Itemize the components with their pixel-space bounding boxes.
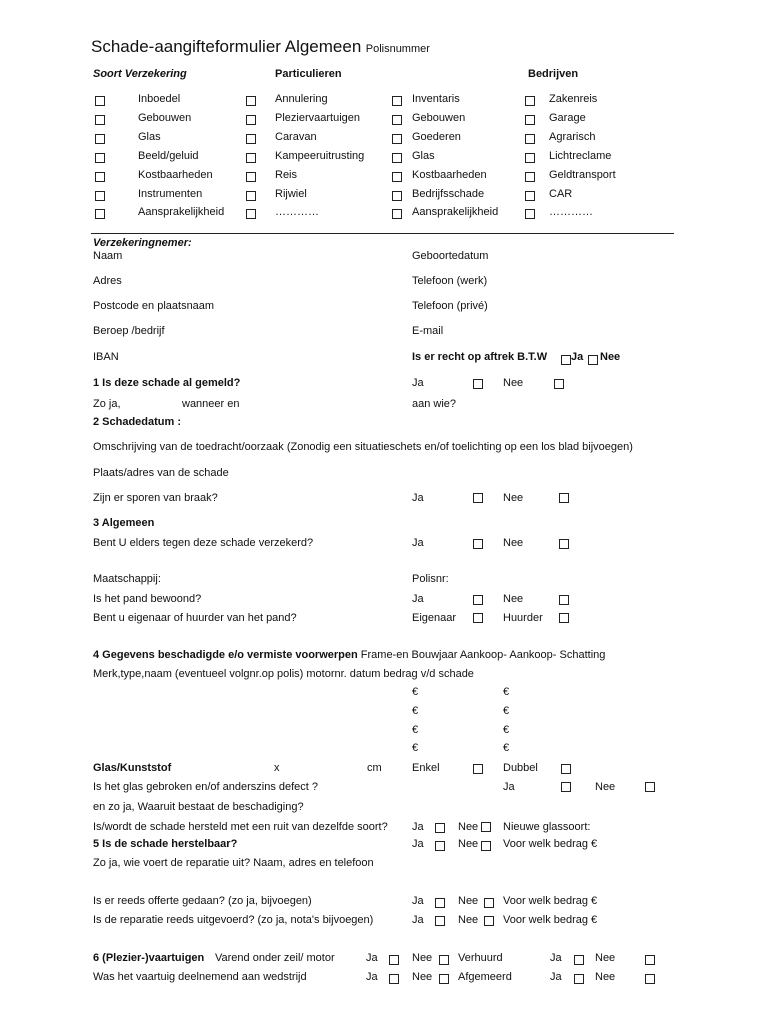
s6-afgemeerd-nee-label: Nee — [595, 971, 616, 983]
s5-uitgevoerd: Is de reparatie reeds uitgevoerd? (zo ja, nota's bijvoegen) — [93, 914, 374, 926]
checkbox-braak-nee[interactable] — [559, 493, 569, 503]
checkbox-afgemeerd-nee[interactable] — [645, 974, 655, 984]
checkbox-bewoond-nee[interactable] — [559, 595, 569, 605]
glas-hersteld: Is/wordt de schade hersteld met een ruit van dezelfde soort? — [93, 821, 388, 833]
s5-offerte-ja-label: Ja — [412, 895, 424, 907]
s6-verhuurd-ja-label: Ja — [550, 952, 562, 964]
column-header-soort: Soort Verzekering — [93, 68, 187, 80]
checkbox-uitgevoerd-ja[interactable] — [435, 916, 445, 926]
euro-sign: € — [503, 724, 510, 736]
s1-nee-label: Nee — [503, 377, 524, 389]
euro-sign: € — [412, 742, 419, 754]
field-geboortedatum[interactable]: Geboortedatum — [412, 250, 489, 262]
s3-elders: Bent U elders tegen deze schade verzekerd? — [93, 537, 314, 549]
checkbox-zakenreis[interactable] — [525, 96, 535, 106]
checkbox-agrarisch[interactable] — [525, 134, 535, 144]
checkbox-overig-bedrijf[interactable] — [525, 209, 535, 219]
s5-bedrag[interactable]: Voor welk bedrag € — [503, 838, 598, 850]
label-garage: Garage — [549, 112, 586, 124]
label-glas-bedrijf: Glas — [412, 150, 435, 162]
s3-bewoond-ja-label: Ja — [412, 593, 424, 605]
checkbox-inboedel[interactable] — [95, 96, 105, 106]
glas-nieuwe[interactable]: Nieuwe glassoort: — [503, 821, 591, 833]
label-goederen: Goederen — [412, 131, 461, 143]
label-annulering: Annulering — [275, 93, 328, 105]
checkbox-aansprakelijkheid[interactable] — [95, 209, 105, 219]
label-caravan: Caravan — [275, 131, 317, 143]
s1-wanneer[interactable]: wanneer en — [182, 398, 240, 410]
column-header-bedrijven: Bedrijven — [528, 68, 579, 80]
s6-verhuurd-nee-label: Nee — [595, 952, 616, 964]
checkbox-elders-nee[interactable] — [559, 539, 569, 549]
checkbox-eigenaar[interactable] — [473, 613, 483, 623]
form-title: Schade-aangifteformulier Algemeen — [91, 37, 362, 56]
s4-heading-columns: Frame-en Bouwjaar Aankoop- Aankoop- Schatting — [360, 649, 606, 661]
checkbox-caravan[interactable] — [246, 134, 256, 144]
btw-question: Is er recht op aftrek B.T.W — [412, 351, 548, 363]
checkbox-kostbaarheden[interactable] — [95, 172, 105, 182]
field-beroep[interactable]: Beroep /bedrijf — [93, 325, 165, 337]
checkbox-overig-particulier[interactable] — [246, 209, 256, 219]
label-kostbaarheden-bedrijf: Kostbaarheden — [412, 169, 487, 181]
label-rijwiel: Rijwiel — [275, 188, 307, 200]
label-geldtransport: Geldtransport — [549, 169, 616, 181]
s6-wedstrijd-nee-label: Nee — [412, 971, 433, 983]
label-glas: Glas — [138, 131, 161, 143]
s5-wie[interactable]: Zo ja, wie voert de reparatie uit? Naam, adres en telefoon — [93, 857, 374, 869]
checkbox-goederen[interactable] — [392, 134, 402, 144]
field-postcode[interactable]: Postcode en plaatsnaam — [93, 300, 215, 312]
field-adres[interactable]: Adres — [93, 275, 122, 287]
label-beeld-geluid: Beeld/geluid — [138, 150, 199, 162]
label-overig-particulier: ………… — [275, 206, 319, 218]
s4-heading-line — [93, 649, 605, 662]
field-iban[interactable]: IBAN — [93, 351, 119, 363]
s3-maatschappij[interactable]: Maatschappij: — [93, 573, 161, 585]
label-gebouwen-bedrijf: Gebouwen — [412, 112, 466, 124]
checkbox-huurder[interactable] — [559, 613, 569, 623]
s6-verhuurd: Verhuurd — [458, 952, 503, 964]
euro-sign: € — [412, 686, 419, 698]
checkbox-reis[interactable] — [246, 172, 256, 182]
label-pleziervaartuigen: Pleziervaartuigen — [275, 112, 360, 124]
s5-uitgevoerd-ja-label: Ja — [412, 914, 424, 926]
checkbox-beeld-geluid[interactable] — [95, 153, 105, 163]
s3-nee-label: Nee — [503, 537, 524, 549]
s6-wedstrijd: Was het vaartuig deelnemend aan wedstrijd — [93, 971, 307, 983]
checkbox-inventaris[interactable] — [392, 96, 402, 106]
glas-nee-label: Nee — [595, 781, 616, 793]
euro-sign: € — [503, 705, 510, 717]
checkbox-instrumenten[interactable] — [95, 191, 105, 201]
s3-bewoond-nee-label: Nee — [503, 593, 524, 605]
checkbox-car[interactable] — [525, 191, 535, 201]
label-lichtreclame: Lichtreclame — [549, 150, 612, 162]
checkbox-offerte-nee[interactable] — [484, 898, 494, 908]
checkbox-hersteld-nee[interactable] — [481, 822, 491, 832]
s3-ja-label: Ja — [412, 537, 424, 549]
section-divider — [91, 233, 674, 234]
checkbox-braak-ja[interactable] — [473, 493, 483, 503]
checkbox-gebouwen-bedrijf[interactable] — [392, 115, 402, 125]
s3-heading: 3 Algemeen — [93, 517, 155, 529]
checkbox-geldtransport[interactable] — [525, 172, 535, 182]
s5-offerte: Is er reeds offerte gedaan? (zo ja, bijvoegen) — [93, 895, 312, 907]
checkbox-gebouwen[interactable] — [95, 115, 105, 125]
checkbox-varend-nee[interactable] — [439, 955, 449, 965]
policy-number-label: Polisnummer — [365, 43, 430, 55]
checkbox-glas-bedrijf[interactable] — [392, 153, 402, 163]
checkbox-uitgevoerd-nee[interactable] — [484, 916, 494, 926]
glas-gebroken: Is het glas gebroken en/of anderszins defect ? — [93, 781, 319, 793]
label-kostbaarheden: Kostbaarheden — [138, 169, 213, 181]
checkbox-wedstrijd-nee[interactable] — [439, 974, 449, 984]
s5-heading: 5 Is de schade herstelbaar? — [93, 838, 238, 850]
s5-nee-label: Nee — [458, 838, 479, 850]
checkbox-verhuurd-ja[interactable] — [574, 955, 584, 965]
s6-wedstrijd-ja-label: Ja — [366, 971, 378, 983]
s1-zoja: Zo ja, — [93, 398, 121, 410]
checkbox-glas[interactable] — [95, 134, 105, 144]
checkbox-herstelbaar-nee[interactable] — [481, 841, 491, 851]
s3-huurder-label: Huurder — [503, 612, 543, 624]
label-inventaris: Inventaris — [412, 93, 460, 105]
field-email[interactable]: E-mail — [412, 325, 444, 337]
glas-hersteld-ja-label: Ja — [412, 821, 424, 833]
checkbox-afgemeerd-ja[interactable] — [574, 974, 584, 984]
glas-x: x — [274, 762, 280, 774]
s3-polisnr[interactable]: Polisnr: — [412, 573, 449, 585]
label-gebouwen: Gebouwen — [138, 112, 192, 124]
glas-label: Glas/Kunststof — [93, 762, 172, 774]
s6-afgemeerd: Afgemeerd — [458, 971, 512, 983]
checkbox-hersteld-ja[interactable] — [435, 823, 445, 833]
s2-heading[interactable]: 2 Schadedatum : — [93, 416, 182, 428]
checkbox-wedstrijd-ja[interactable] — [389, 974, 399, 984]
checkbox-pleziervaartuigen[interactable] — [246, 115, 256, 125]
btw-ja-label: Ja — [571, 351, 584, 363]
s6-afgemeerd-ja-label: Ja — [550, 971, 562, 983]
s5-ja-label: Ja — [412, 838, 424, 850]
s2-nee-label: Nee — [503, 492, 524, 504]
checkbox-bedrijfsschade[interactable] — [392, 191, 402, 201]
s3-eigenaar-label: Eigenaar — [412, 612, 457, 624]
checkbox-s1-ja[interactable] — [473, 379, 483, 389]
label-reis: Reis — [275, 169, 298, 181]
euro-sign: € — [412, 724, 419, 736]
checkbox-dubbel[interactable] — [561, 764, 571, 774]
label-overig-bedrijf: ………… — [549, 206, 593, 218]
glas-cm: cm — [367, 762, 382, 774]
glas-ja-label: Ja — [503, 781, 515, 793]
policyholder-heading: Verzekeringnemer: — [93, 237, 192, 249]
checkbox-bewoond-ja[interactable] — [473, 595, 483, 605]
label-instrumenten: Instrumenten — [138, 188, 203, 200]
s6-varend-nee-label: Nee — [412, 952, 433, 964]
s3-eigenaar-question: Bent u eigenaar of huurder van het pand? — [93, 612, 297, 624]
label-inboedel: Inboedel — [138, 93, 181, 105]
s5-offerte-nee-label: Nee — [458, 895, 479, 907]
glas-enkel-label: Enkel — [412, 762, 440, 774]
field-telefoon-prive[interactable]: Telefoon (privé) — [412, 300, 488, 312]
s1-question: 1 Is deze schade al gemeld? — [93, 377, 241, 389]
label-aansprakelijkheid: Aansprakelijkheid — [138, 206, 225, 218]
s2-omschrijving[interactable]: Omschrijving van de toedracht/oorzaak (Zonodig een situatieschets en/of toelichting op een los blad bijvoegen) — [93, 441, 633, 453]
checkbox-offerte-ja[interactable] — [435, 898, 445, 908]
glas-dubbel-label: Dubbel — [503, 762, 538, 774]
s5-uitgevoerd-bedrag[interactable]: Voor welk bedrag € — [503, 914, 598, 926]
euro-sign: € — [412, 705, 419, 717]
checkbox-lichtreclame[interactable] — [525, 153, 535, 163]
column-header-particulieren: Particulieren — [275, 68, 342, 80]
checkbox-verhuurd-nee[interactable] — [645, 955, 655, 965]
checkbox-rijwiel[interactable] — [246, 191, 256, 201]
label-aansprakelijkheid-bedrijf: Aansprakelijkheid — [412, 206, 499, 218]
label-bedrijfsschade: Bedrijfsschade — [412, 188, 485, 200]
euro-sign: € — [503, 742, 510, 754]
s1-aanwie[interactable]: aan wie? — [412, 398, 457, 410]
page-title — [91, 37, 430, 57]
checkbox-gebroken-ja[interactable] — [561, 782, 571, 792]
label-agrarisch: Agrarisch — [549, 131, 596, 143]
checkbox-btw-ja[interactable] — [561, 355, 571, 365]
s6-varend: Varend onder zeil/ motor — [215, 952, 335, 964]
field-telefoon-werk[interactable]: Telefoon (werk) — [412, 275, 488, 287]
s4-columns-line: Merk,type,naam (eventueel volgnr.op polis) motornr. datum bedrag v/d schade — [93, 668, 474, 680]
euro-sign: € — [503, 686, 510, 698]
field-naam[interactable]: Naam — [93, 250, 123, 262]
s2-braak: Zijn er sporen van braak? — [93, 492, 218, 504]
s3-bewoond: Is het pand bewoond? — [93, 593, 202, 605]
checkbox-annulering[interactable] — [246, 96, 256, 106]
checkbox-gebroken-nee[interactable] — [645, 782, 655, 792]
checkbox-elders-ja[interactable] — [473, 539, 483, 549]
s4-heading: 4 Gegevens beschadigde e/o vermiste voorwerpen — [93, 649, 358, 661]
checkbox-kampeeruitrusting[interactable] — [246, 153, 256, 163]
s6-heading: 6 (Plezier-)vaartuigen — [93, 952, 205, 964]
checkbox-kostbaarheden-bedrijf[interactable] — [392, 172, 402, 182]
label-zakenreis: Zakenreis — [549, 93, 598, 105]
checkbox-aansprakelijkheid-bedrijf[interactable] — [392, 209, 402, 219]
checkbox-garage[interactable] — [525, 115, 535, 125]
s2-plaats[interactable]: Plaats/adres van de schade — [93, 467, 229, 479]
s6-varend-ja-label: Ja — [366, 952, 378, 964]
btw-nee-label: Nee — [600, 351, 621, 363]
checkbox-varend-ja[interactable] — [389, 955, 399, 965]
checkbox-btw-nee[interactable] — [588, 355, 598, 365]
glas-hersteld-nee-label: Nee — [458, 821, 479, 833]
s1-ja-label: Ja — [412, 377, 424, 389]
checkbox-enkel[interactable] — [473, 764, 483, 774]
checkbox-herstelbaar-ja[interactable] — [435, 841, 445, 851]
label-car: CAR — [549, 188, 573, 200]
s5-uitgevoerd-nee-label: Nee — [458, 914, 479, 926]
glas-waaruit[interactable]: en zo ja, Waaruit bestaat de beschadiging? — [93, 801, 304, 813]
s2-ja-label: Ja — [412, 492, 424, 504]
checkbox-s1-nee[interactable] — [554, 379, 564, 389]
label-kampeeruitrusting: Kampeeruitrusting — [275, 150, 365, 162]
s5-offerte-bedrag[interactable]: Voor welk bedrag € — [503, 895, 598, 907]
